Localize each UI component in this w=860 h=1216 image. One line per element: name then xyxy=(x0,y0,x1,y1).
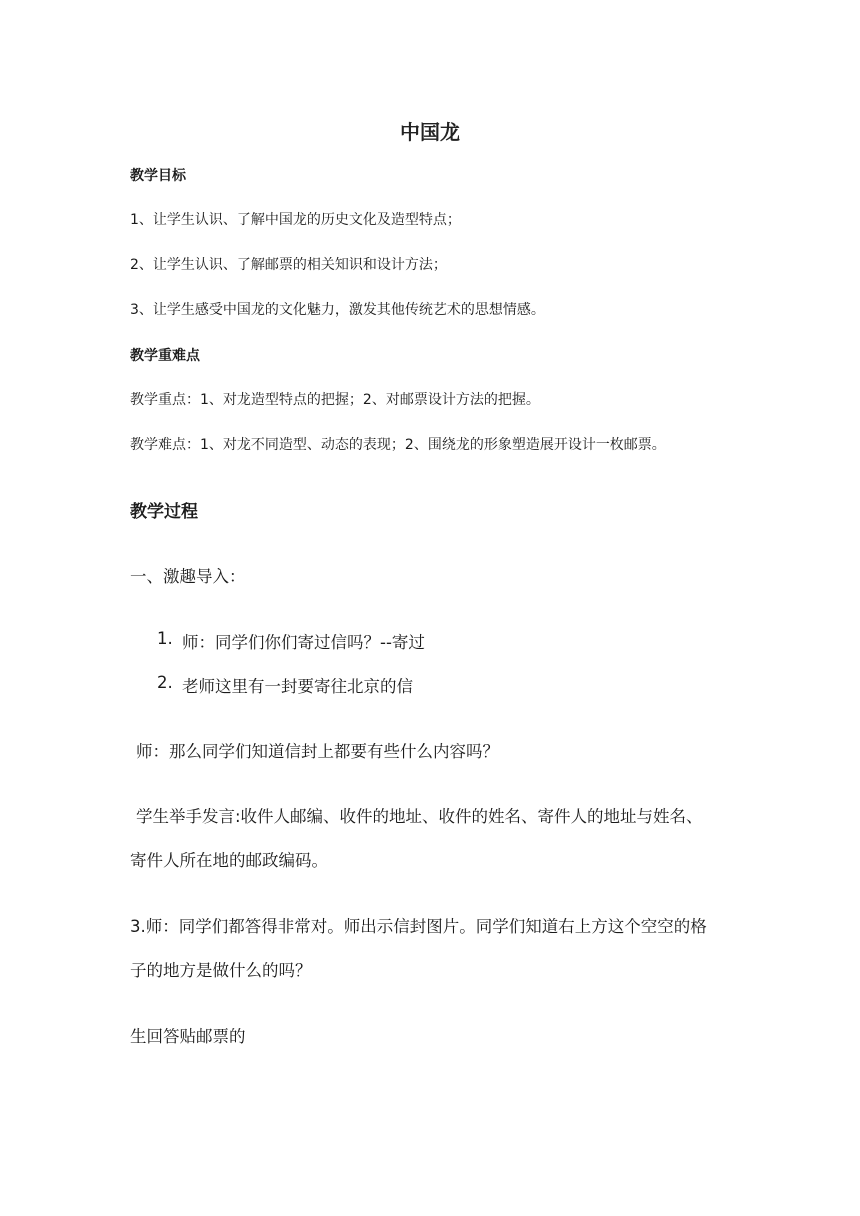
student-answer-line-1: 学生举手发言:收件人邮编、收件的地址、收件的姓名、寄件人的地址与姓名、 xyxy=(136,807,703,826)
step-3-line-1: 3.师：同学们都答得非常对。师出示信封图片。同学们知道右上方这个空空的格 xyxy=(130,917,707,936)
page-title: 中国龙 xyxy=(400,120,460,144)
objective-item-2: 2、让学生认识、了解邮票的相关知识和设计方法； xyxy=(130,257,447,273)
teacher-question: 师：那么同学们知道信封上都要有些什么内容吗？ xyxy=(136,742,499,761)
list-item-text: 师：同学们你们寄过信吗？--寄过 xyxy=(182,633,425,652)
process-heading: 教学过程 xyxy=(130,502,198,522)
student-reply: 生回答贴邮票的 xyxy=(130,1027,246,1046)
objective-item-1: 1、让学生认识、了解中国龙的历史文化及造型特点； xyxy=(130,212,461,228)
step-3-line-2: 子的地方是做什么的吗？ xyxy=(130,961,312,980)
section-1-heading: 一、激趣导入： xyxy=(130,567,246,586)
objective-item-3: 3、让学生感受中国龙的文化魅力，激发其他传统艺术的思想情感。 xyxy=(130,302,545,318)
key-focus-text: 教学重点：1、对龙造型特点的把握；2、对邮票设计方法的把握。 xyxy=(130,392,540,408)
student-answer-line-2: 寄件人所在地的邮政编码。 xyxy=(130,851,328,870)
key-points-heading: 教学重难点 xyxy=(130,348,200,364)
list-item-number: 1. xyxy=(157,629,173,648)
list-item-text: 老师这里有一封要寄往北京的信 xyxy=(182,677,413,696)
key-difficulty-text: 教学难点：1、对龙不同造型、动态的表现；2、围绕龙的形象塑造展开设计一枚邮票。 xyxy=(130,437,666,453)
objectives-heading: 教学目标 xyxy=(130,168,186,184)
list-item-number: 2. xyxy=(157,673,173,692)
